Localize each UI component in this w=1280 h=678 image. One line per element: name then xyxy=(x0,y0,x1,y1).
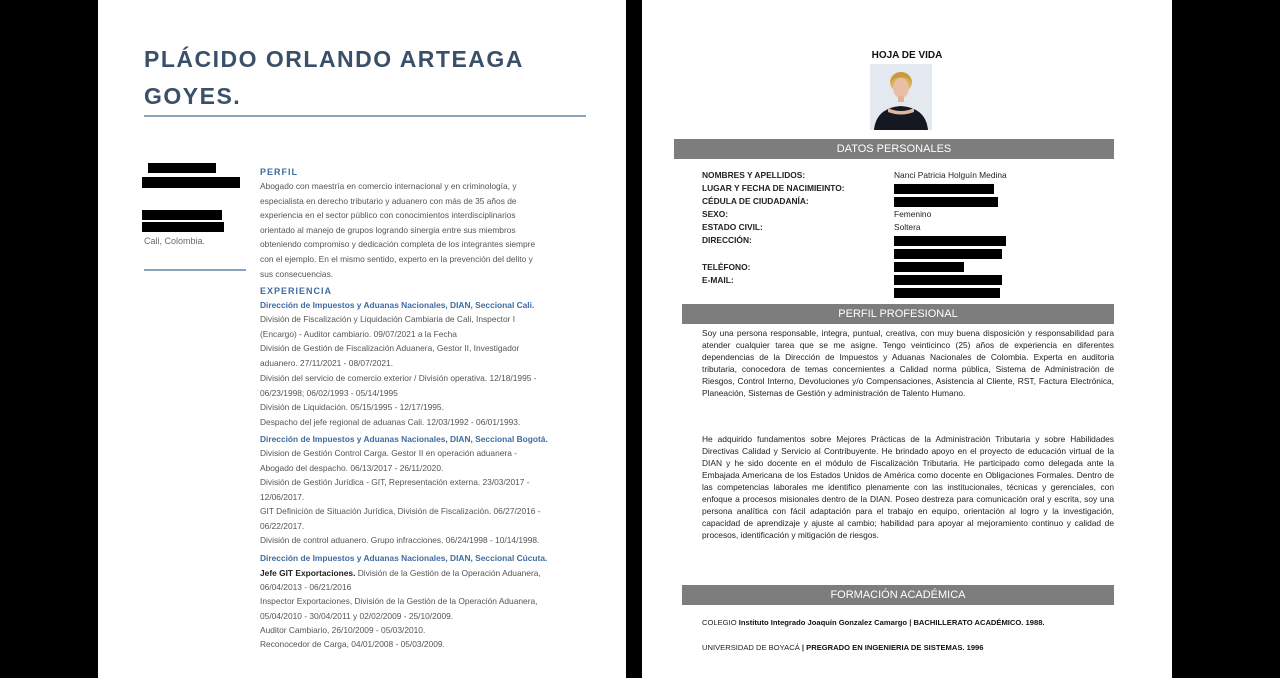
profile-photo xyxy=(870,64,932,130)
universidad-degree: PREGRADO EN INGENIERIA DE SISTEMAS. 1996 xyxy=(806,643,984,652)
exp-cali-line: (Encargo) - Auditor cambiario. 09/07/2021 a la Fecha xyxy=(260,328,457,339)
personal-data-label: ESTADO CIVIL: xyxy=(702,222,763,232)
exp-cucuta-org: Dirección de Impuestos y Aduanas Nacionales, DIAN, Seccional Cúcuta. xyxy=(260,553,548,563)
redacted-address-2 xyxy=(894,249,1002,259)
colegio-degree: BACHILLERATO ACADÉMICO. 1988. xyxy=(913,618,1045,627)
perfil-heading: PERFIL xyxy=(260,167,299,177)
exp-cali-line: 06/23/1998; 06/02/1993 - 05/14/1995 xyxy=(260,387,398,398)
perfil-paragraph-1: Soy una persona responsable, integra, puntual, creativa, con muy buena disposición y responsabilidad para atender cualquier tarea que se me asigne. Tengo veinticinco (25) años de experiencia en diferentes dependencias de la Dirección de Impuestos y Aduanas Nacionales de Colombia. Experta en auditoria tributaria, conocedora de temas concernientes a Calidad norma pública, Sistema de Administración de Riesgos, Control Interno, Devoluciones y/o Compensaciones, Asistencia al Cliente, RST, Factura Electrónica, Planeación, Sistemas de Gestión y administración de Talento Humano. xyxy=(702,328,1114,398)
experiencia-heading: EXPERIENCIA xyxy=(260,286,333,296)
redacted-address-1 xyxy=(894,236,1006,246)
perfil-line: obteniendo compromiso y dedicación completa de los integrantes siempre xyxy=(260,239,536,250)
value-nombre: Nanci Patricia Holguín Medina xyxy=(894,170,1007,180)
redacted-contact-1 xyxy=(148,163,216,173)
colegio-name: Instituto Integrado Joaquín Gonzalez Camargo xyxy=(738,618,908,627)
redacted-phone xyxy=(894,262,964,272)
exp-cucuta-line: Auditor Cambiario, 26/10/2009 - 05/03/2010. xyxy=(260,624,426,635)
education-colegio: COLEGIO Instituto Integrado Joaquín Gonzalez Camargo | BACHILLERATO ACADÉMICO. 1988. xyxy=(702,618,1045,627)
name-divider xyxy=(144,115,586,117)
contact-city: Cali, Colombia. xyxy=(144,236,206,246)
exp-cucuta-line: Inspector Exportaciones, División de la Gestión de la Operación Aduanera, xyxy=(260,596,538,607)
sidebar-divider xyxy=(144,269,246,271)
redacted-email-2 xyxy=(894,288,1000,298)
colegio-label: COLEGIO xyxy=(702,618,737,627)
personal-data-label: NOMBRES Y APELLIDOS: xyxy=(702,170,806,180)
formacion-academica-heading: FORMACIÓN ACADÉMICA xyxy=(682,585,1114,605)
universidad-label: UNIVERSIDAD DE BOYACÁ xyxy=(702,643,800,652)
exp-cucuta-role: Jefe GIT Exportaciones. xyxy=(260,568,356,578)
perfil-line: especialista en derecho tributario y aduanero con más de 35 años de xyxy=(260,195,517,206)
exp-bogota-line: Abogado del despacho. 06/13/2017 - 26/11/2020. xyxy=(260,462,444,473)
perfil-line: con el ejemplo. En el mismo sentido, experto en la prevención del delito y xyxy=(260,254,533,264)
redacted-birth xyxy=(894,184,994,194)
exp-cucuta-line: Reconocedor de Carga, 04/01/2008 - 05/03/2009. xyxy=(260,639,445,650)
value-sexo: Femenino xyxy=(894,209,932,219)
personal-data-label: SEXO: xyxy=(702,209,729,219)
perfil-paragraph-2: He adquirido fundamentos sobre Mejores Prácticas de la Administración Tributaria y sobre Habilidades Directivas Calidad y Servicio al Contribuyente. He brindado apoyo en el proyecto de educación virtual de la DIAN y he sido docente en el módulo de Fiscalización Tributaria. He participado como delegada ante la Embajada Americana de los Estados Unidos de América como docente en Obligaciones Formales. Dentro de las competencias laborales me identifico plenamente con las institucionales, técnicas y gerenciales, con enfoque a procesos misionales dentro de la DIAN. Poseo destreza para comunicación oral y escrita, soy una persona analítica con fácil adaptación para el trabajo en equipo, orientación al logro y la investigación, capacidad de aprendizaje y ajuste al cambio; habilidad para apoyar al mejoramiento continuo y calidad de procesos, identificación y mitigación de riesgos. xyxy=(702,434,1114,540)
education-universidad: UNIVERSIDAD DE BOYACÁ | PREGRADO EN INGENIERIA DE SISTEMAS. 1996 xyxy=(702,643,984,652)
exp-cali-line: División de Gestión de Fiscalización Aduanera, Gestor II, Investigador xyxy=(260,343,520,354)
exp-cali-org: Dirección de Impuestos y Aduanas Nacionales, DIAN, Seccional Cali. xyxy=(260,300,535,310)
personal-data-label: LUGAR Y FECHA DE NACIMIEINTO: xyxy=(702,183,845,193)
exp-cali-line: División del servicio de comercio exterior / División operativa. 12/18/1995 - xyxy=(260,372,537,383)
exp-cali-line: aduanero. 27/11/2021 - 08/07/2021. xyxy=(260,358,394,369)
perfil-line: sus consecuencias. xyxy=(260,268,334,279)
left-resume-page xyxy=(98,0,626,678)
exp-bogota-line: 06/22/2017. xyxy=(260,520,305,531)
redacted-id xyxy=(894,197,998,207)
exp-bogota-org: Dirección de Impuestos y Aduanas Nacionales, DIAN, Seccional Bogotá. xyxy=(260,434,548,444)
value-estado-civil: Soltera xyxy=(894,222,921,232)
personal-data-label: TELÉFONO: xyxy=(702,262,751,272)
redacted-contact-3 xyxy=(142,210,222,220)
redacted-contact-4 xyxy=(142,222,224,232)
personal-data-label: E-MAIL: xyxy=(702,275,734,285)
perfil-line: orientado al manejo de grupos logrando sinergia entre sus miembros xyxy=(260,224,516,235)
hoja-de-vida-title: HOJA DE VIDA xyxy=(871,50,943,61)
exp-bogota-line: División de Gestión Jurídica - GIT, Representación externa. 23/03/2017 - xyxy=(260,477,530,487)
perfil-line: Abogado con maestría en comercio internacional y en criminología, y xyxy=(260,181,517,191)
exp-cali-line: División de Fiscalización y Liquidación Cambiaria de Cali, Inspector I xyxy=(260,314,516,324)
personal-data-label: DIRECCIÓN: xyxy=(702,235,752,245)
resume-name-line2: GOYES. xyxy=(144,83,242,109)
redacted-contact-2 xyxy=(142,177,240,188)
perfil-profesional-heading: PERFIL PROFESIONAL xyxy=(682,304,1114,324)
right-resume-page xyxy=(642,0,1172,678)
exp-bogota-line: Division de Gestión Control Carga. Gestor II en operación aduanera - xyxy=(260,448,517,458)
exp-bogota-line: GIT Definición de Situación Jurídica, División de Fiscalización. 06/27/2016 - xyxy=(260,506,541,516)
exp-cucuta-first-line xyxy=(260,567,541,579)
exp-bogota-line: 12/06/2017. xyxy=(260,491,305,502)
perfil-line: experiencia en el sector público con conocimientos interdisciplinarios xyxy=(260,210,516,221)
exp-cucuta-line: 05/04/2010 - 30/04/2011 y 02/02/2009 - 25/10/2009. xyxy=(260,610,454,621)
resume-name-line1: PLÁCIDO ORLANDO ARTEAGA xyxy=(144,46,524,72)
redacted-email-1 xyxy=(894,275,1002,285)
datos-personales-heading: DATOS PERSONALES xyxy=(674,139,1114,159)
exp-cucuta-line: 06/04/2013 - 06/21/2016 xyxy=(260,582,352,592)
exp-cucuta-role-rest: División de la Gestión de la Operación Aduanera, xyxy=(355,568,541,578)
exp-bogota-line: División de control aduanero. Grupo infracciones. 06/24/1998 - 10/14/1998. xyxy=(260,535,540,545)
exp-cali-line: División de Liquidación. 05/15/1995 - 12/17/1995. xyxy=(260,402,444,413)
personal-data-label: CÉDULA DE CIUDADANÍA: xyxy=(702,196,809,206)
exp-cali-line: Despacho del jefe regional de aduanas Cali. 12/03/1992 - 06/01/1993. xyxy=(260,416,521,427)
